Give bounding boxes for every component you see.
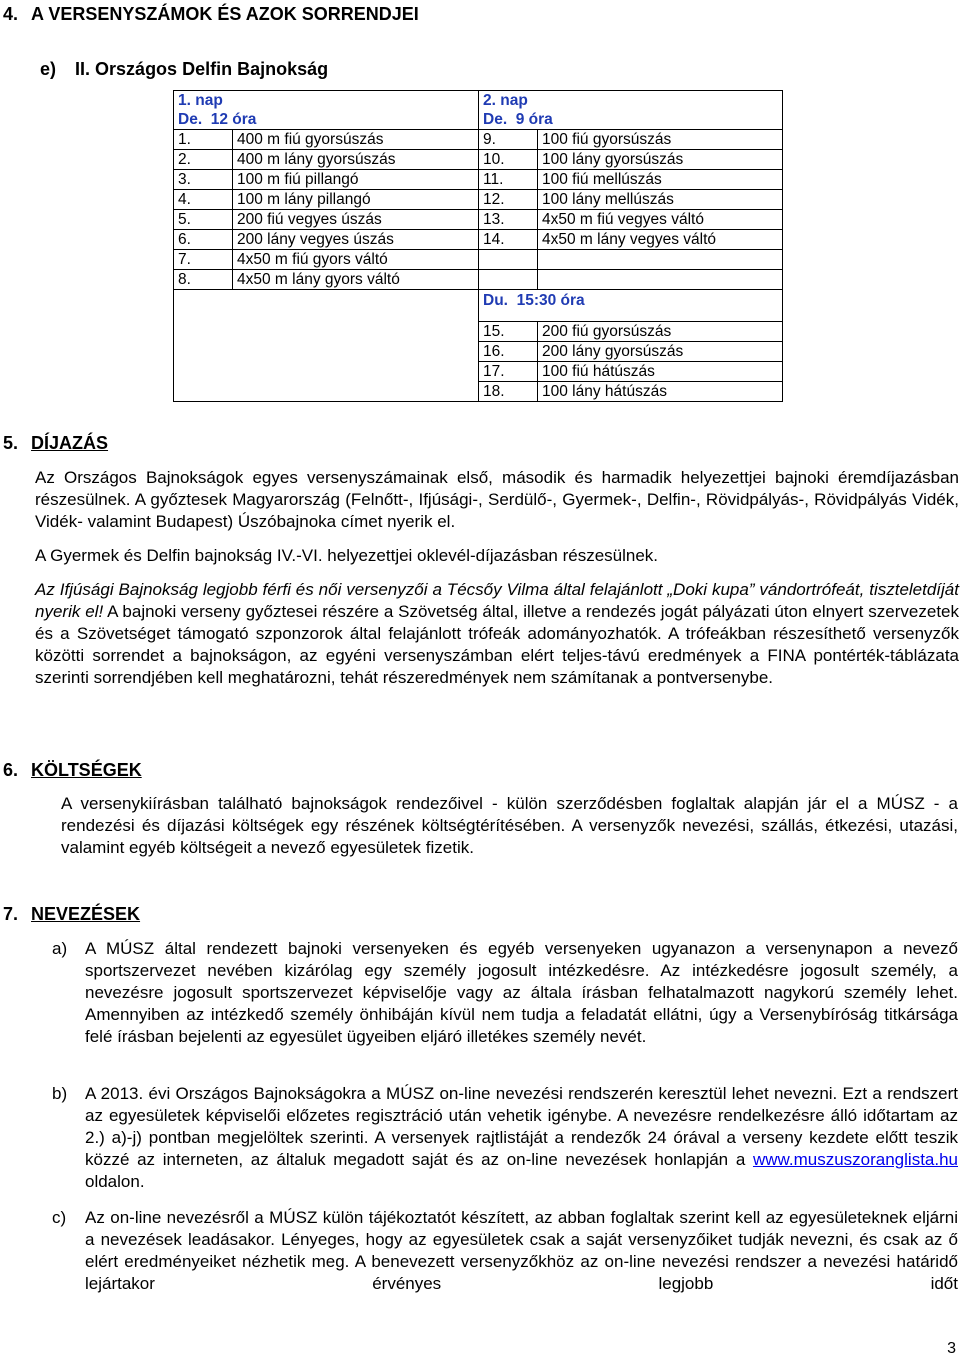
event-name: 100 fiú hátúszás	[538, 362, 783, 382]
page-number: 3	[947, 1340, 956, 1357]
event-name: 4x50 m fiú gyors váltó	[233, 250, 479, 270]
day2-time: De. 9 óra	[483, 111, 553, 128]
event-number: 9.	[479, 130, 538, 150]
list-item: A MÚSZ által rendezett bajnoki versenyeken és egyéb versenyeken ugyanazon a versenynapon a nevező sportszervezet nevében kizárólag egy személy jogosult intézkedésre. Az intézkedésre jogosult személy, a nevezésre jogosult sportszervezet képviselője vagy az általa írásban felhatalmazott nagykorú személy lehet. Amennyiben az intézkedő személy önhibáján kívül nem tudja a feladatát ellátni, úgy a Versenybíróság titkársága felé írásban bejelenti az egyesület ügyeiben eljáró illetékes személy nevét.	[85, 939, 958, 1046]
subsection-title: II. Országos Delfin Bajnokság	[75, 59, 329, 79]
event-name: 100 fiú mellúszás	[538, 170, 783, 190]
event-number: 15.	[479, 322, 538, 342]
list-label: c)	[52, 1208, 67, 1227]
empty-cell	[479, 250, 538, 270]
event-name: 100 lány gyorsúszás	[538, 150, 783, 170]
event-name: 100 fiú gyorsúszás	[538, 130, 783, 150]
day2-afternoon-header	[479, 290, 783, 322]
subsection-number: e)	[40, 59, 57, 79]
event-name: 100 m fiú pillangó	[233, 170, 479, 190]
paragraph: A Gyermek és Delfin bajnokság IV.-VI. helyezettjei oklevél-díjazásban részesülnek.	[35, 546, 659, 565]
paragraph-part: A bajnoki verseny győztesei részére a Szövetség által, illetve a rendezés jogát pályázati úton elnyert szervezetek és a Szövetséget támogató szponzorok által felajánlott trófeák adományozhatók. A trófeákban részesíthető versenyzők közötti sorrendet a bajnokságon, az egyéni versenyszámban elért teljes-távú eredmények a FINA pontérték-táblázata szerinti sorrendjében kell meghatározni, tehát részeredmények nem számítanak a pontversenybe.	[35, 602, 959, 687]
schedule-table	[173, 90, 783, 402]
day1-time: De. 12 óra	[178, 111, 257, 128]
empty-cell	[538, 250, 783, 270]
ranking-site-link[interactable]: www.muszuszoranglista.hu	[752, 1150, 958, 1169]
list-label: b)	[52, 1084, 68, 1103]
event-number: 2.	[174, 150, 233, 170]
table-row	[174, 270, 783, 290]
event-number: 3.	[174, 170, 233, 190]
event-name: 200 fiú gyorsúszás	[538, 322, 783, 342]
event-name: 4x50 m lány gyors váltó	[233, 270, 479, 290]
event-name: 4x50 m lány vegyes váltó	[538, 230, 783, 250]
day2-afternoon-time: Du. 15:30 óra	[483, 292, 585, 309]
table-row	[174, 230, 783, 250]
list-item-text: A 2013. évi Országos Bajnokságokra a MÚSZ on-line nevezési rendszerén keresztül lehet nevezni. Ezt a rendszert az egyesületek képviselői előzetes regisztráció után vehetik igénybe. A nevezésre rendelkezésre álló időtartam az 2.) a)-j) pontban megjelöltek szerinti. A versenyek rajtlistáját a rendezők 24 órával a verseny kezdete előtt teszik közzé az interneten, az általuk megadott saját és az on-line nevezések honlapján a	[85, 1084, 958, 1169]
list-item-text: oldalon.	[85, 1172, 145, 1191]
section-number: 7.	[3, 904, 19, 924]
event-name: 200 lány vegyes úszás	[233, 230, 479, 250]
section-heading-5	[3, 432, 108, 454]
event-number: 8.	[174, 270, 233, 290]
event-number: 4.	[174, 190, 233, 210]
section-number: 4.	[3, 4, 19, 24]
section-title: DÍJAZÁS	[31, 433, 109, 453]
event-name: 200 fiú vegyes úszás	[233, 210, 479, 230]
event-name: 100 lány hátúszás	[538, 382, 783, 402]
event-number: 14.	[479, 230, 538, 250]
empty-cell	[538, 270, 783, 290]
event-number: 11.	[479, 170, 538, 190]
list-item	[85, 1083, 958, 1193]
day1-label: 1. nap	[178, 92, 223, 109]
event-name: 100 lány mellúszás	[538, 190, 783, 210]
table-row	[174, 170, 783, 190]
day2-header	[479, 91, 783, 130]
day1-header	[174, 91, 479, 130]
table-row	[174, 91, 783, 130]
table-row	[174, 130, 783, 150]
event-number: 10.	[479, 150, 538, 170]
event-number: 17.	[479, 362, 538, 382]
section-heading-7	[3, 903, 140, 925]
event-name: 400 m lány gyorsúszás	[233, 150, 479, 170]
list-item: Az on-line nevezésről a MÚSZ külön tájékoztatót készített, az abban foglaltak szerint kell az egyesületeknek eljárni a nevezések leadásakor. Lényeges, hogy az egyesületek csak a saját versenyzőiket tudják nevezni, és csak az ő elért eredményeiket nézhetik meg. A benevezett versenyzőkhöz az on-line nevezési rendszer a nevezési határidő lejártakor érvényes legjobb időt	[85, 1208, 958, 1293]
event-number: 16.	[479, 342, 538, 362]
table-row	[174, 150, 783, 170]
event-name: 200 lány gyorsúszás	[538, 342, 783, 362]
section-number: 5.	[3, 433, 19, 453]
table-row	[174, 250, 783, 270]
section-heading-4	[3, 3, 419, 25]
event-name: 100 m lány pillangó	[233, 190, 479, 210]
empty-cell	[479, 270, 538, 290]
paragraph: Az Országos Bajnokságok egyes versenyszámainak első, második és harmadik helyezettjei bajnoki éremdíjazásban részesülnek. A győztesek Magyarország (Felnőtt-, Ifjúsági-, Serdülő-, Gyermek-, Delfin-, Rövidpályás-, Rövidpályás Vidék, Vidék- valamint Budapest) Úszóbajnoka címet nyerik el.	[35, 468, 959, 531]
event-number: 1.	[174, 130, 233, 150]
section-number: 6.	[3, 760, 19, 780]
table-row	[174, 290, 783, 322]
paragraph-italic-part: Az Ifjúsági Bajnokság legjobb férfi és női versenyzői a Técsőy Vilma által felajánlott „Doki kupa” vándortrófeát, tiszteletdíját nyerik el!	[35, 580, 959, 621]
section-title: NEVEZÉSEK	[31, 904, 141, 924]
event-number: 13.	[479, 210, 538, 230]
event-number: 18.	[479, 382, 538, 402]
table-row	[174, 190, 783, 210]
section-title: A VERSENYSZÁMOK ÉS AZOK SORRENDJEI	[31, 4, 419, 24]
empty-cell	[174, 290, 479, 402]
event-name: 4x50 m fiú vegyes váltó	[538, 210, 783, 230]
event-number: 6.	[174, 230, 233, 250]
event-number: 5.	[174, 210, 233, 230]
event-number: 12.	[479, 190, 538, 210]
list-label: a)	[52, 939, 68, 958]
paragraph: A versenykiírásban található bajnokságok rendezőivel - külön szerződésben foglaltak alapján jár el a MÚSZ - a rendezési és díjazási költségek egy részének költségtérítésében. A versenyzők nevezési, szállás, étkezési, utazási, valamint egyéb költségeit a nevező egyesületek fizetik.	[61, 794, 958, 857]
paragraph	[35, 579, 959, 689]
table-row	[174, 210, 783, 230]
event-number: 7.	[174, 250, 233, 270]
day2-label: 2. nap	[483, 92, 528, 109]
subsection-heading	[40, 58, 328, 80]
section-heading-6	[3, 759, 142, 781]
section-title: KÖLTSÉGEK	[31, 760, 142, 780]
event-name: 400 m fiú gyorsúszás	[233, 130, 479, 150]
